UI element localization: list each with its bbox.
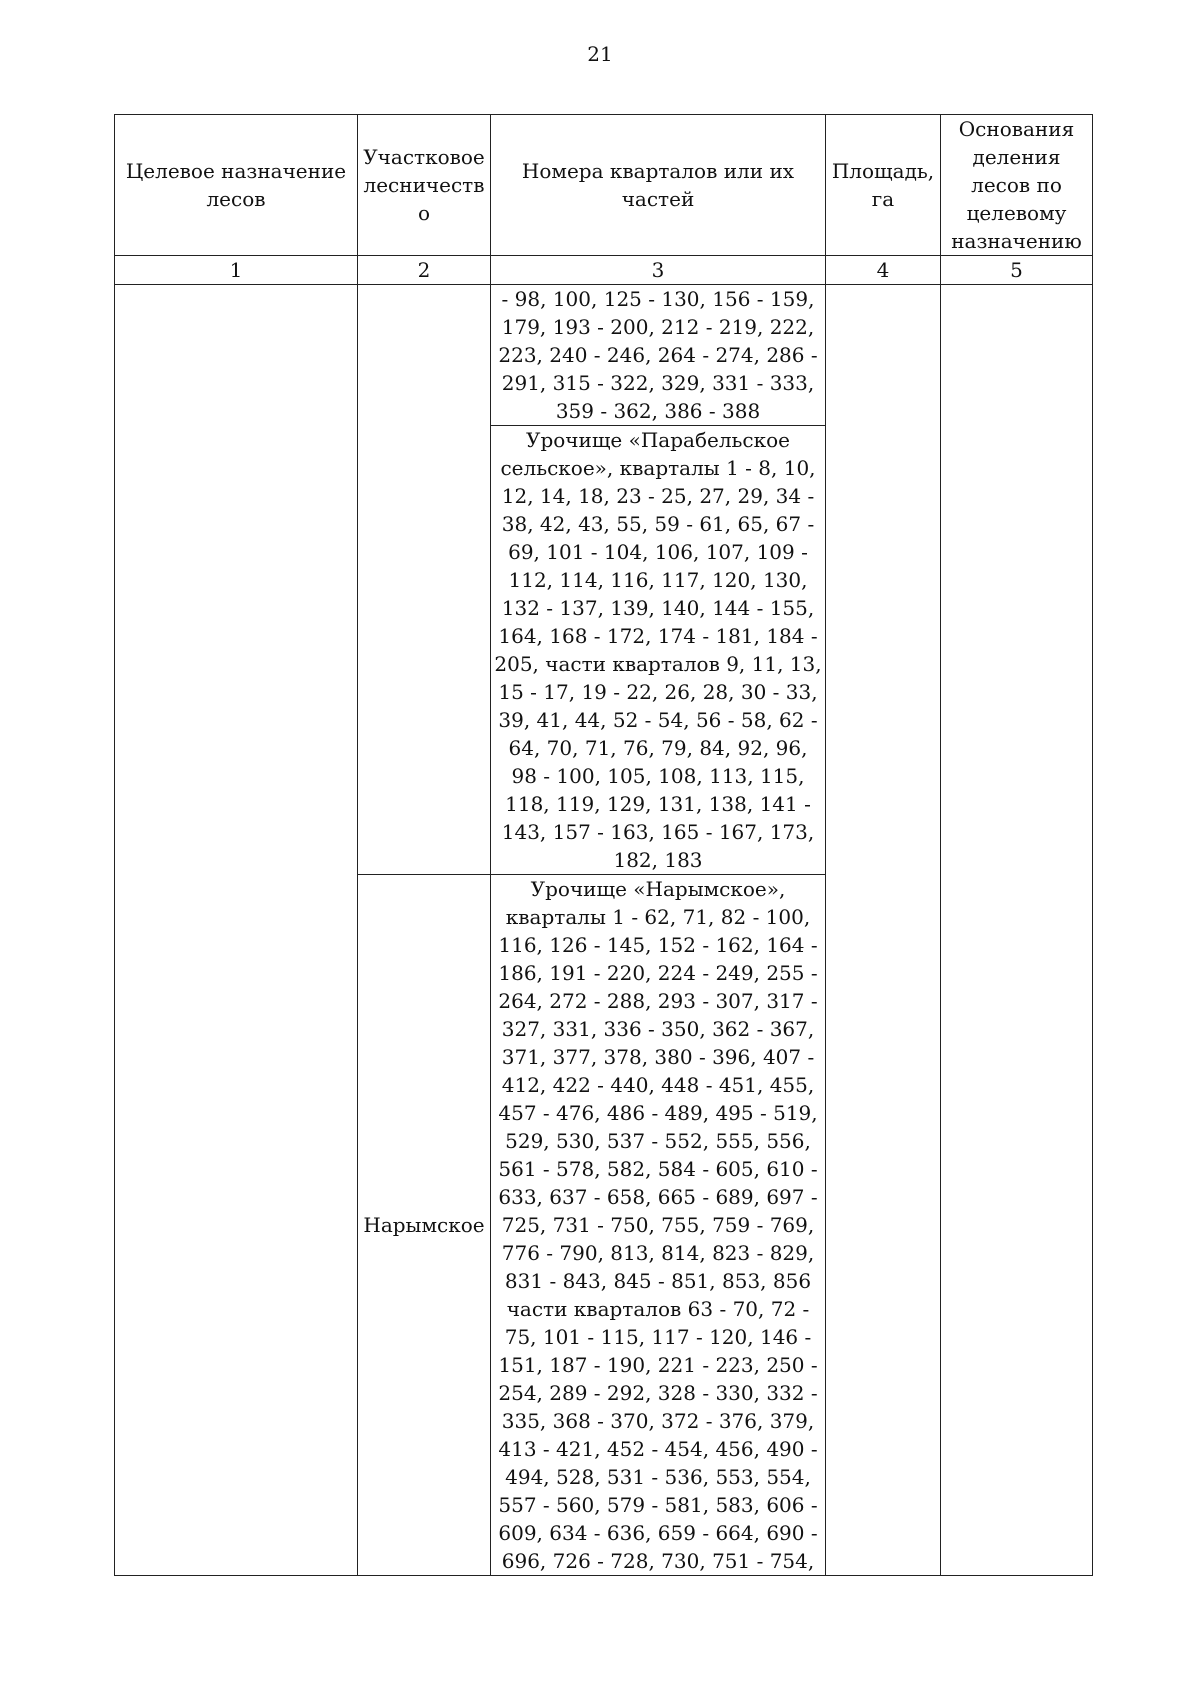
header-quarter-numbers: Номера кварталов или их частей <box>491 115 826 256</box>
column-number: 4 <box>826 256 941 285</box>
page-number: 21 <box>587 42 613 66</box>
quarters-parabel-cell: Урочище «Парабельское сельское», кварталы 1 - 8, 10, 12, 14, 18, 23 - 25, 27, 29, 34 - 38, 42, 43, 55, 59 - 61, 65, 67 - 69, 101 - 104, 106, 107, 109 - 112, 114, 116, 117, 120, 130, 132 - 137, 139, 140, 144 - 155, 164, 168 - 172, 174 - 181, 184 - 205, части кварталов 9, 11, 13, 15 - 17, 19 - 22, 26, 28, 30 - 33, 39, 41, 44, 52 - 54, 56 - 58, 62 - 64, 70, 71, 76, 79, 84, 92, 96, 98 - 100, 105, 108, 113, 115, 118, 119, 129, 131, 138, 141 - 143, 157 - 163, 165 - 167, 173, 182, 183 <box>491 426 826 875</box>
table-header-row <box>115 115 1093 256</box>
table-row <box>115 285 1093 426</box>
quarters-continued-cell: - 98, 100, 125 - 130, 156 - 159, 179, 193 - 200, 212 - 219, 222, 223, 240 - 246, 264 - 274, 286 - 291, 315 - 322, 329, 331 - 333, 359 - 362, 386 - 388 <box>491 285 826 426</box>
forestry-district-narym: Нарымское <box>358 875 491 1576</box>
quarters-narym-cell: Урочище «Нарымское», кварталы 1 - 62, 71, 82 - 100, 116, 126 - 145, 152 - 162, 164 - 186, 191 - 220, 224 - 249, 255 - 264, 272 - 288, 293 - 307, 317 - 327, 331, 336 - 350, 362 - 367, 371, 377, 378, 380 - 396, 407 - 412, 422 - 440, 448 - 451, 455, 457 - 476, 486 - 489, 495 - 519, 529, 530, 537 - 552, 555, 556, 561 - 578, 582, 584 - 605, 610 - 633, 637 - 658, 665 - 689, 697 - 725, 731 - 750, 755, 759 - 769, 776 - 790, 813, 814, 823 - 829, 831 - 843, 845 - 851, 853, 856 части кварталов 63 - 70, 72 - 75, 101 - 115, 117 - 120, 146 - 151, 187 - 190, 221 - 223, 250 - 254, 289 - 292, 328 - 330, 332 - 335, 368 - 370, 372 - 376, 379, 413 - 421, 452 - 454, 456, 490 - 494, 528, 531 - 536, 553, 554, 557 - 560, 579 - 581, 583, 606 - 609, 634 - 636, 659 - 664, 690 - 696, 726 - 728, 730, 751 - 754, <box>491 875 826 1576</box>
column-number: 2 <box>358 256 491 285</box>
column-number: 1 <box>115 256 358 285</box>
forestry-district-cell <box>358 285 491 875</box>
forest-purpose-cell <box>115 285 358 1576</box>
division-basis-cell <box>941 285 1093 1576</box>
column-number-row <box>115 256 1093 285</box>
header-forestry-district: Участковое лесничество <box>358 115 491 256</box>
column-number: 5 <box>941 256 1093 285</box>
forest-purpose-table <box>114 114 1093 1576</box>
header-forest-purpose: Целевое назначение лесов <box>115 115 358 256</box>
header-division-basis: Основания деления лесов по целевому назначению <box>941 115 1093 256</box>
header-area: Площадь, га <box>826 115 941 256</box>
area-cell <box>826 285 941 1576</box>
column-number: 3 <box>491 256 826 285</box>
